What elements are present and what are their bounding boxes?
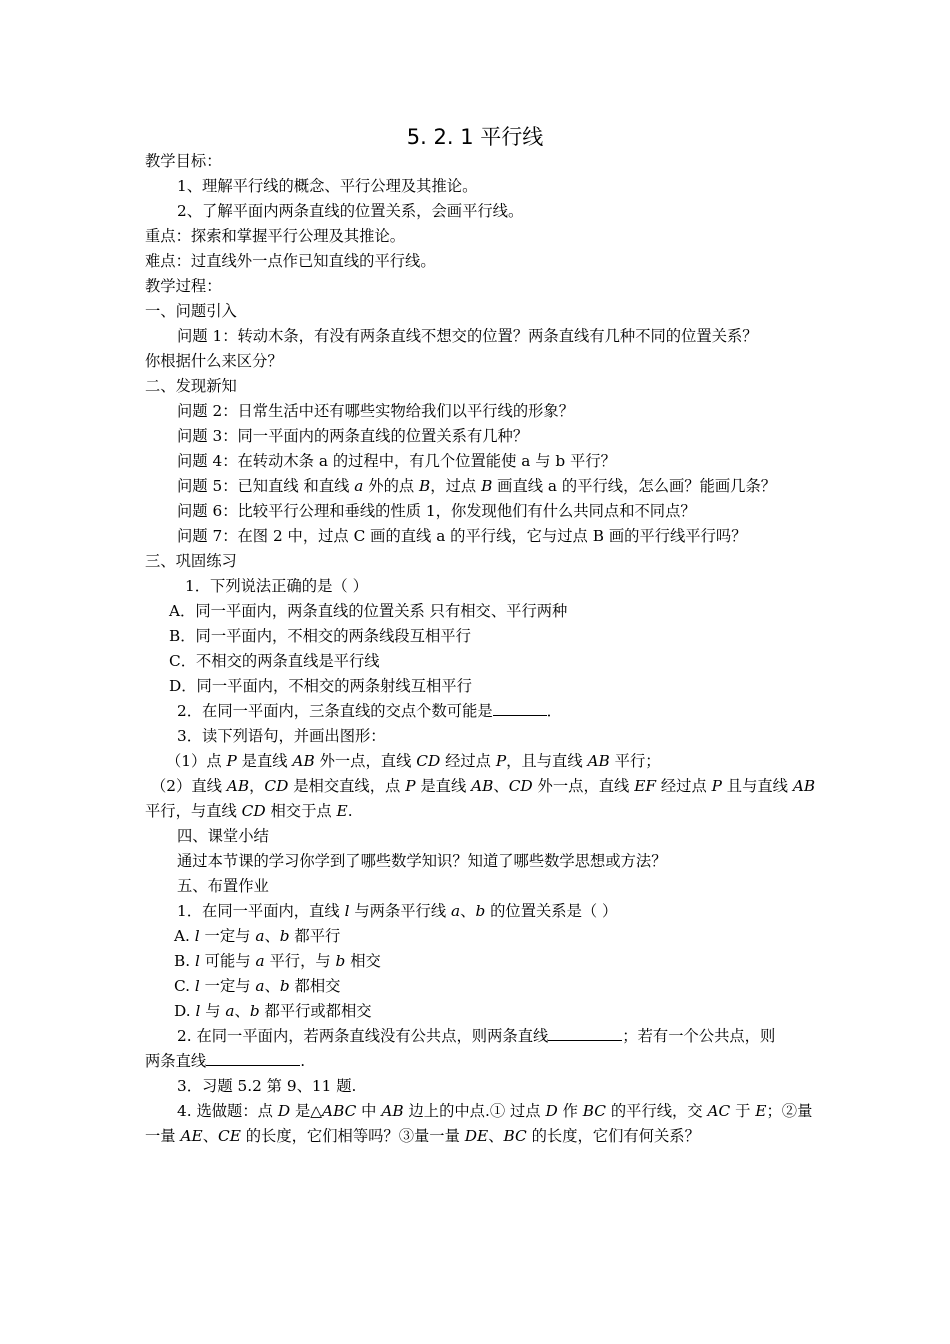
statement-2 [151, 775, 815, 797]
answer-blank [206, 1051, 300, 1066]
text: 一定与 [199, 977, 256, 995]
var: b [249, 1002, 260, 1020]
var: CD [508, 777, 533, 795]
text: 是△ [290, 1102, 323, 1120]
text: 1．在同一平面内，直线 [177, 902, 345, 920]
text: 、 [234, 1002, 250, 1020]
var: a [225, 1002, 235, 1020]
text: 4. 选做题：点 [177, 1102, 278, 1120]
var: a [255, 977, 265, 995]
homework-4-continued [145, 1125, 700, 1147]
text: 外的点 [363, 477, 420, 495]
var: P [405, 777, 416, 795]
homework-1 [177, 900, 617, 922]
text: ；若有一个公共点，则 [622, 1027, 776, 1045]
var: E [336, 802, 348, 820]
var: l [344, 902, 350, 920]
var: b [279, 977, 290, 995]
var: a [451, 902, 461, 920]
homework-1-option-b [174, 950, 381, 972]
text: 中 [356, 1102, 382, 1120]
var: AB [226, 777, 250, 795]
var: l [194, 952, 200, 970]
homework-2-continued [145, 1050, 305, 1072]
var: b [335, 952, 346, 970]
exercise-1: 1．下列说法正确的是（ ） [185, 577, 368, 595]
text: ． [546, 702, 562, 720]
var: B [419, 477, 431, 495]
text: 作 [557, 1102, 583, 1120]
text: ；②量 [766, 1102, 813, 1120]
homework-4 [177, 1100, 812, 1122]
text: 外一点，直线 [532, 777, 635, 795]
text: 经过点 [655, 777, 712, 795]
exercise-3: 3．读下列语句，并画出图形： [177, 727, 386, 745]
text: ，且与直线 [506, 752, 588, 770]
text: 两条直线 [145, 1052, 207, 1070]
text: 一量 [145, 1127, 181, 1145]
answer-blank [493, 701, 547, 716]
text: 可能与 [199, 952, 256, 970]
var: a [354, 477, 364, 495]
text: 是直线 [415, 777, 472, 795]
process-heading: 教学过程： [145, 277, 222, 295]
var: BC [503, 1127, 527, 1145]
var: CD [416, 752, 441, 770]
text: 、 [264, 977, 280, 995]
text: 、 [202, 1127, 218, 1145]
objective-1: 1、理解平行线的概念、平行公理及其推论。 [177, 177, 478, 195]
text: 平行； [609, 752, 661, 770]
question-1: 问题 1：转动木条，有没有两条直线不想交的位置？两条直线有几种不同的位置关系？ [177, 327, 758, 345]
homework-1-option-c [174, 975, 340, 997]
section-5-heading: 五、布置作业 [177, 877, 269, 895]
text: 、 [264, 927, 280, 945]
var: AB [292, 752, 315, 770]
text: 都平行或都相交 [259, 1002, 372, 1020]
text: D. [174, 1002, 196, 1020]
text: 是相交直线，点 [288, 777, 406, 795]
text: 与 [200, 1002, 226, 1020]
var: AC [707, 1102, 731, 1120]
statement-2-continued [145, 800, 353, 822]
objective-2: 2、了解平面内两条直线的位置关系，会画平行线。 [177, 202, 524, 220]
question-6: 问题 6：比较平行公理和垂线的性质 1，你发现他们有什么共同点和不同点？ [177, 502, 696, 520]
var: AB [587, 752, 610, 770]
section-4-heading: 四、课堂小结 [177, 827, 269, 845]
var: ABC [322, 1102, 357, 1120]
var: D [545, 1102, 558, 1120]
text: 外一点，直线 [314, 752, 417, 770]
text: 与两条平行线 [349, 902, 451, 920]
question-1-continued: 你根据什么来区分？ [145, 352, 283, 370]
var: P [226, 752, 237, 770]
var: D [277, 1102, 291, 1120]
text: 、 [493, 777, 509, 795]
text: （2）直线 [151, 777, 227, 795]
text: 的长度，它们相等吗？③量一量 [240, 1127, 465, 1145]
text: 、 [488, 1127, 504, 1145]
text: C. [174, 977, 195, 995]
answer-blank [548, 1026, 622, 1041]
key-point: 重点：探索和掌握平行公理及其推论。 [145, 227, 406, 245]
var: CD [241, 802, 266, 820]
text: 相交于点 [265, 802, 337, 820]
text: ， [249, 777, 265, 795]
homework-3: 3．习题 5.2 第 9、11 题. [177, 1077, 357, 1095]
var: P [495, 752, 507, 770]
var: a [255, 952, 265, 970]
var: AB [381, 1102, 404, 1120]
question-4: 问题 4：在转动木条 a 的过程中，有几个位置能使 a 与 b 平行？ [177, 452, 616, 470]
var: AB [792, 777, 816, 795]
var: BC [582, 1102, 606, 1120]
section-1-heading: 一、问题引入 [145, 302, 237, 320]
text: 是直线 [236, 752, 293, 770]
text: ，过点 [430, 477, 482, 495]
text: 且与直线 [721, 777, 793, 795]
text: 问题 5：已知直线 和直线 [177, 477, 355, 495]
exercise-1-option-a: A．同一平面内，两条直线的位置关系 只有相交、平行两种 [169, 602, 568, 620]
statement-1 [166, 750, 661, 772]
question-5 [177, 475, 776, 497]
text: 都相交 [289, 977, 341, 995]
text: 相交 [345, 952, 381, 970]
summary-text: 通过本节课的学习你学到了哪些数学知识？知道了哪些数学思想或方法？ [177, 852, 667, 870]
var: l [195, 1002, 201, 1020]
text: 、 [460, 902, 476, 920]
text: 画直线 a 的平行线，怎么画？能画几条？ [492, 477, 777, 495]
var: b [475, 902, 486, 920]
objectives-heading: 教学目标： [145, 152, 222, 170]
var: E [755, 1102, 767, 1120]
section-3-heading: 三、巩固练习 [145, 552, 237, 570]
exercise-2 [177, 700, 562, 722]
section-2-heading: 二、发现新知 [145, 377, 237, 395]
var: EF [634, 777, 656, 795]
text: . [347, 802, 353, 820]
text: 平行，与 [264, 952, 336, 970]
homework-2 [177, 1025, 775, 1047]
var: B [481, 477, 493, 495]
text: 平行，与直线 [145, 802, 242, 820]
page-title: 5. 2. 1 平行线 [406, 125, 544, 149]
exercise-1-option-b: B．同一平面内，不相交的两条线段互相平行 [169, 627, 471, 645]
text: （1）点 [166, 752, 227, 770]
homework-1-option-a [174, 925, 340, 947]
homework-1-option-d [174, 1000, 372, 1022]
text: A. [174, 927, 195, 945]
question-7: 问题 7：在图 2 中，过点 C 画的直线 a 的平行线，它与过点 B 画的平行线平行吗？ [177, 527, 747, 545]
difficulty: 难点：过直线外一点作已知直线的平行线。 [145, 252, 436, 270]
text: 2. 在同一平面内，若两条直线没有公共点，则两条直线 [177, 1027, 549, 1045]
text: 的长度，它们有何关系？ [526, 1127, 700, 1145]
text: . [300, 1052, 306, 1070]
text: 一定与 [199, 927, 256, 945]
var: P [711, 777, 722, 795]
question-2: 问题 2：日常生活中还有哪些实物给我们以平行线的形象？ [177, 402, 575, 420]
var: DE [464, 1127, 489, 1145]
var: l [194, 927, 200, 945]
var: l [194, 977, 200, 995]
exercise-1-option-c: C．不相交的两条直线是平行线 [169, 652, 380, 670]
text: 2．在同一平面内，三条直线的交点个数可能是 [177, 702, 493, 720]
question-3: 问题 3：同一平面内的两条直线的位置关系有几种？ [177, 427, 529, 445]
exercise-1-option-d: D．同一平面内，不相交的两条射线互相平行 [169, 677, 472, 695]
var: CE [218, 1127, 241, 1145]
var: CD [264, 777, 289, 795]
var: b [279, 927, 290, 945]
var: a [255, 927, 265, 945]
text: 边上的中点.① 过点 [403, 1102, 546, 1120]
var: AB [471, 777, 494, 795]
text: B. [174, 952, 195, 970]
text: 于 [730, 1102, 756, 1120]
var: AE [180, 1127, 203, 1145]
text: 都平行 [289, 927, 341, 945]
text: 的平行线，交 [605, 1102, 708, 1120]
text: 经过点 [440, 752, 496, 770]
text: 的位置关系是（ ） [485, 902, 618, 920]
